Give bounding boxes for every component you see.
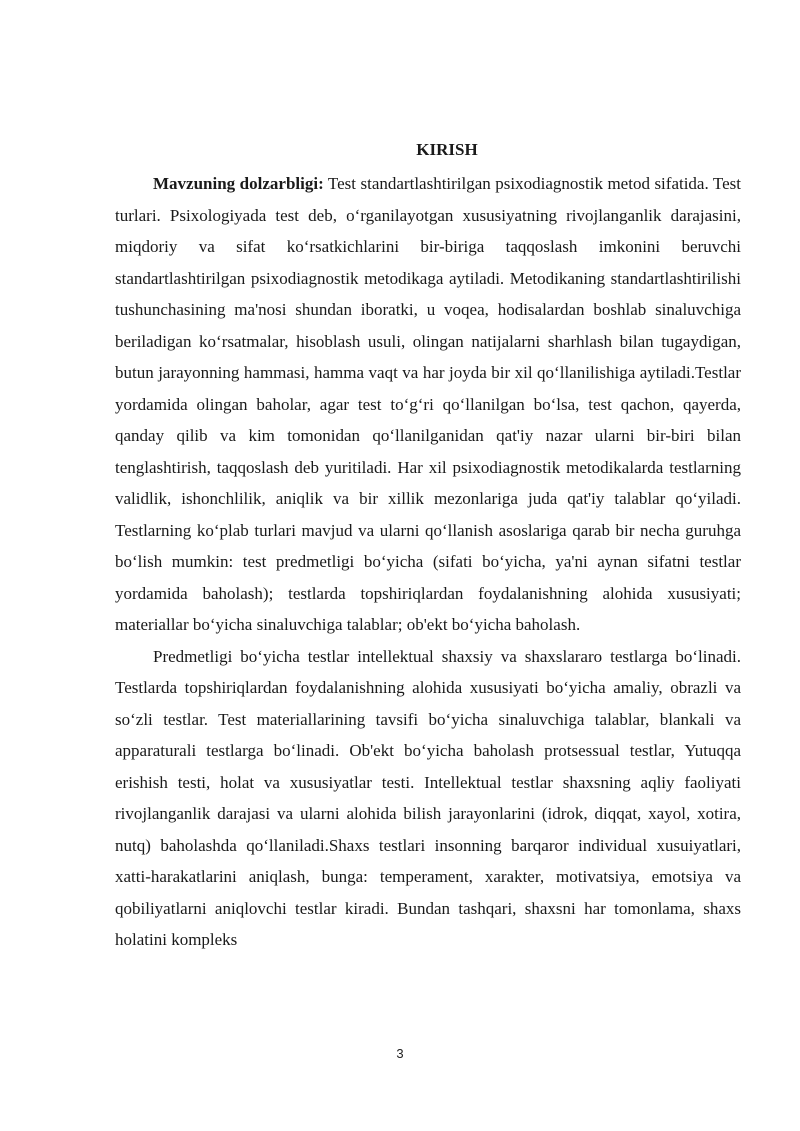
paragraph-1: [115, 168, 741, 641]
section-heading: KIRISH: [416, 140, 478, 159]
page-number: 3: [396, 1046, 404, 1061]
paragraph-lead: Mavzuning dolzarbligi:: [153, 174, 324, 193]
paragraph-2-text: Predmetligi bo‘yicha testlar intellektual shaxsiy va shaxslararo testlarga bo‘linadi. Testlarda topshiriqlardan foydalanishning alohida xususiyati bo‘yicha amaliy, obrazli va so‘zli testlar. Test materiallarining tavsifi bo‘yicha sinaluvchiga talablar, blankali va apparaturali testlarga bo‘linadi. Ob'ekt bo‘yicha baholash protsessual testlar, Yutuqqa erishish testi, holat va xususiyatlar testi. Intellektual testlar shaxsning aqliy faoliyati rivojlanganlik darajasi va ularni alohida bilish jarayonlarini (idrok, diqqat, xayol, xotira, nutq) baholashda qo‘llaniladi.Shaxs testlari insonning barqaror individual xusuiyatlari, xatti-harakatlarini aniqlash, bunga: temperament, xarakter, motivatsiya, emotsiya va qobiliyatlarni aniqlovchi testlar kiradi. Bundan tashqari, shaxsni har tomonlama, shaxs holatini kompleks: [115, 646, 741, 949]
paragraph-1-text: Test standartlashtirilgan psixodiagnostik metod sifatida. Test turlari. Psixologiyada test deb, o‘rganilayotgan xususiyatning rivojlanganlik darajasini, miqdoriy va sifat ko‘rsatkichlarini bir-biriga taqqoslash imkonini beruvchi standartlashtirilgan psixodiagnostik metodikaga aytiladi. Metodikaning standartlashtirilishi tushunchasining ma'nosi shundan iboratki, u voqea, hodisalardan boshlab sinaluvchiga beriladigan ko‘rsatmalar, hisoblash usuli, olingan natijalarni sharhlash bilan tugaydigan, butun jarayonning hammasi, hamma vaqt va har joyda bir xil qo‘llanilishiga aytiladi.Testlar yordamida olingan baholar, agar test to‘g‘ri qo‘llanilgan bo‘lsa, test qachon, qayerda, qanday qilib va kim tomonidan qo‘llanilganidan qat'iy nazar ularni bir-biri bilan tenglashtirish, taqqoslash deb yuritiladi. Har xil psixodiagnostik metodikalarda testlarning validlik, ishonchlilik, aniqlik va bir xillik mezonlariga juda qat'iy talablar qo‘yiladi. Testlarning ko‘plab turlari mavjud va ularni qo‘llanish asoslariga qarab bir necha guruhga bo‘lish mumkin: test predmetligi bo‘yicha (sifati bo‘yicha, ya'ni aynan sifatni testlar yordamida baholash); testlarda topshiriqlardan foydalanishning alohida xususiyati; materiallar bo‘yicha sinaluvchiga talablar; ob'ekt bo‘yicha baholash.: [115, 174, 742, 634]
document-page: [115, 140, 741, 956]
paragraph-2: [115, 641, 741, 956]
